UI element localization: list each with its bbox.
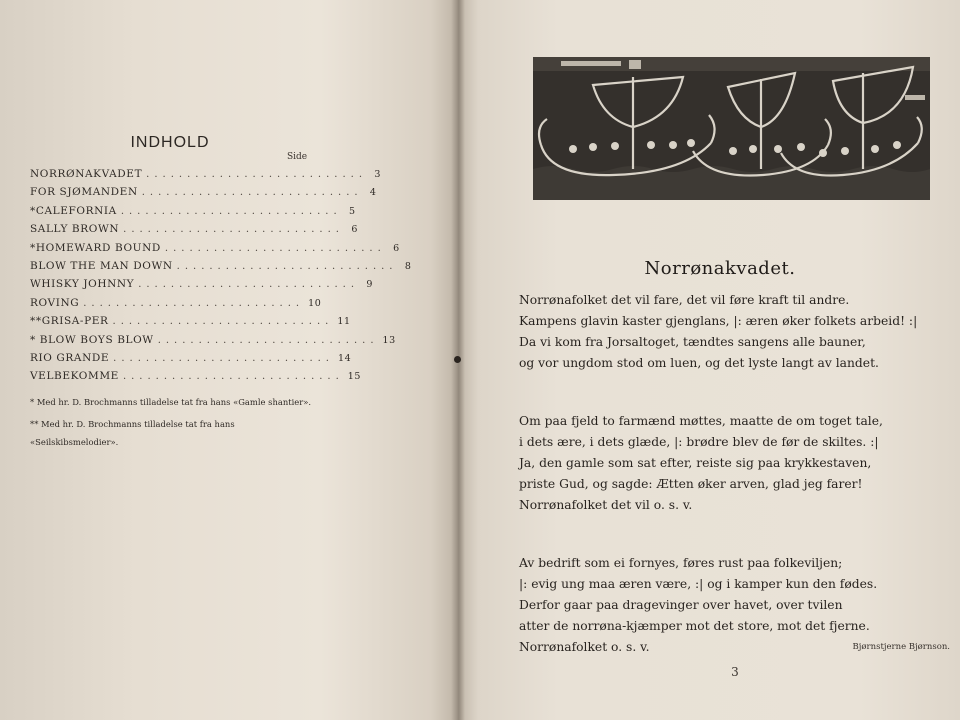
- leader-dots: ...........................: [138, 279, 360, 291]
- leader-dots: ...........................: [120, 205, 342, 217]
- poem-title: Norrønakvadet.: [644, 258, 796, 279]
- leader-dots: ...........................: [176, 260, 398, 272]
- poem-line: og vor ungdom stod om luen, og det lyste langt av landet.: [519, 356, 879, 370]
- poem-line: priste Gud, og sagde: Ætten øker arven, glad jeg farer!: [519, 477, 863, 491]
- leader-dots: ...........................: [141, 187, 363, 199]
- contents-item: [30, 315, 351, 333]
- contents-item: [30, 223, 358, 241]
- poem-body: [519, 290, 939, 658]
- page-number: 3: [731, 665, 739, 679]
- contents-item-title: * BLOW BOYS BLOW: [30, 333, 154, 346]
- contents-list: [30, 168, 412, 389]
- stanza: [519, 290, 939, 374]
- footnote: ** Med hr. D. Brochmanns tilladelse tat fra hans «Seilskibsmelodier».: [30, 418, 235, 447]
- poem-line: i dets ære, i dets glæde, |: brødre blev de før de skiltes. :|: [519, 435, 879, 449]
- contents-item-page: 13: [382, 334, 396, 346]
- contents-item: [30, 186, 377, 204]
- poem-line: Om paa fjeld to farmænd møttes, maatte de om toget tale,: [519, 414, 883, 428]
- contents-item-page: 9: [366, 279, 374, 291]
- contents-item: [30, 241, 400, 260]
- poem-line: |: evig ung maa æren være, :| og i kamper kun den fødes.: [519, 577, 878, 591]
- contents-item-title: *CALEFORNIA: [30, 204, 117, 217]
- contents-item: [30, 204, 356, 223]
- leader-dots: ...........................: [112, 316, 334, 328]
- contents-item-title: SALLY BROWN: [30, 223, 120, 236]
- poem-line: Av bedrift som ei fornyes, føres rust paa folkeviljen;: [519, 556, 843, 570]
- contents-item-page: 3: [374, 169, 381, 180]
- stanza-break: [519, 516, 939, 553]
- contents-item: [30, 168, 381, 186]
- leader-dots: ...........................: [113, 352, 334, 364]
- contents-item: [30, 278, 374, 296]
- contents-item-page: 15: [347, 371, 362, 383]
- contents-item-page: 8: [404, 260, 412, 272]
- leader-dots: ...........................: [146, 169, 367, 180]
- left-page: [0, 0, 458, 720]
- contents-item-title: FOR SJØMANDEN: [30, 186, 138, 199]
- contents-item: [30, 296, 322, 315]
- stanza: [519, 411, 939, 516]
- poem-line: Norrønafolket det vil o. s. v.: [519, 498, 693, 512]
- contents-item: [30, 333, 396, 352]
- contents-item: [30, 370, 362, 388]
- contents-item-page: 5: [349, 205, 356, 217]
- poem-line: atter de norrøna-kjæmper mot det store, mot det fjerne.: [519, 619, 870, 633]
- poem-line: Norrønafolket o. s. v.: [519, 640, 650, 654]
- page-column-label: Side: [287, 152, 308, 162]
- contents-item-title: VELBEKOMME: [30, 370, 119, 383]
- poem-line: Da vi kom fra Jorsaltoget, tændtes sangens alle bauner,: [519, 335, 866, 349]
- poem-line: Norrønafolket det vil fare, det vil føre kraft til andre.: [519, 293, 850, 307]
- binding-staple-hole: [454, 356, 461, 363]
- leader-dots: ...........................: [164, 242, 386, 254]
- contents-title: INDHOLD: [130, 134, 210, 151]
- leader-dots: ...........................: [157, 334, 379, 346]
- poem-line: Kampens glavin kaster gjenglans, |: æren øker folkets arbeid! :|: [519, 314, 918, 328]
- viking-ships-tapestry-icon: [533, 57, 930, 200]
- contents-item-page: 11: [337, 316, 351, 328]
- poem-line: Ja, den gamle som sat efter, reiste sig paa krykkestaven,: [519, 456, 872, 470]
- contents-item-page: 6: [393, 242, 400, 254]
- contents-item-page: 14: [337, 352, 352, 364]
- footnotes: [30, 393, 316, 455]
- contents-item-title: WHISKY JOHNNY: [30, 278, 135, 291]
- contents-item-title: BLOW THE MAN DOWN: [30, 259, 173, 272]
- contents-item-title: NORRØNAKVADET: [30, 168, 143, 180]
- contents-item-page: 10: [308, 297, 322, 309]
- poem-author: Bjørnstjerne Bjørnson.: [852, 642, 950, 652]
- contents-item-title: **GRISA-PER: [30, 315, 109, 328]
- contents-item: [30, 351, 352, 370]
- poem-line: Derfor gaar paa dragevinger over havet, over tvilen: [519, 598, 843, 612]
- contents-item: [30, 259, 412, 278]
- contents-item-title: ROVING: [30, 296, 80, 309]
- leader-dots: ...........................: [123, 224, 344, 236]
- leader-dots: ...........................: [122, 371, 344, 383]
- contents-item-title: RIO GRANDE: [30, 351, 110, 364]
- leader-dots: ...........................: [83, 297, 305, 309]
- contents-item-title: *HOMEWARD BOUND: [30, 241, 161, 254]
- contents-item-page: 6: [351, 224, 358, 236]
- footnote: * Med hr. D. Brochmanns tilladelse tat fra hans «Gamle shantier».: [30, 397, 312, 407]
- stanza-break: [519, 374, 939, 411]
- contents-item-page: 4: [369, 187, 377, 199]
